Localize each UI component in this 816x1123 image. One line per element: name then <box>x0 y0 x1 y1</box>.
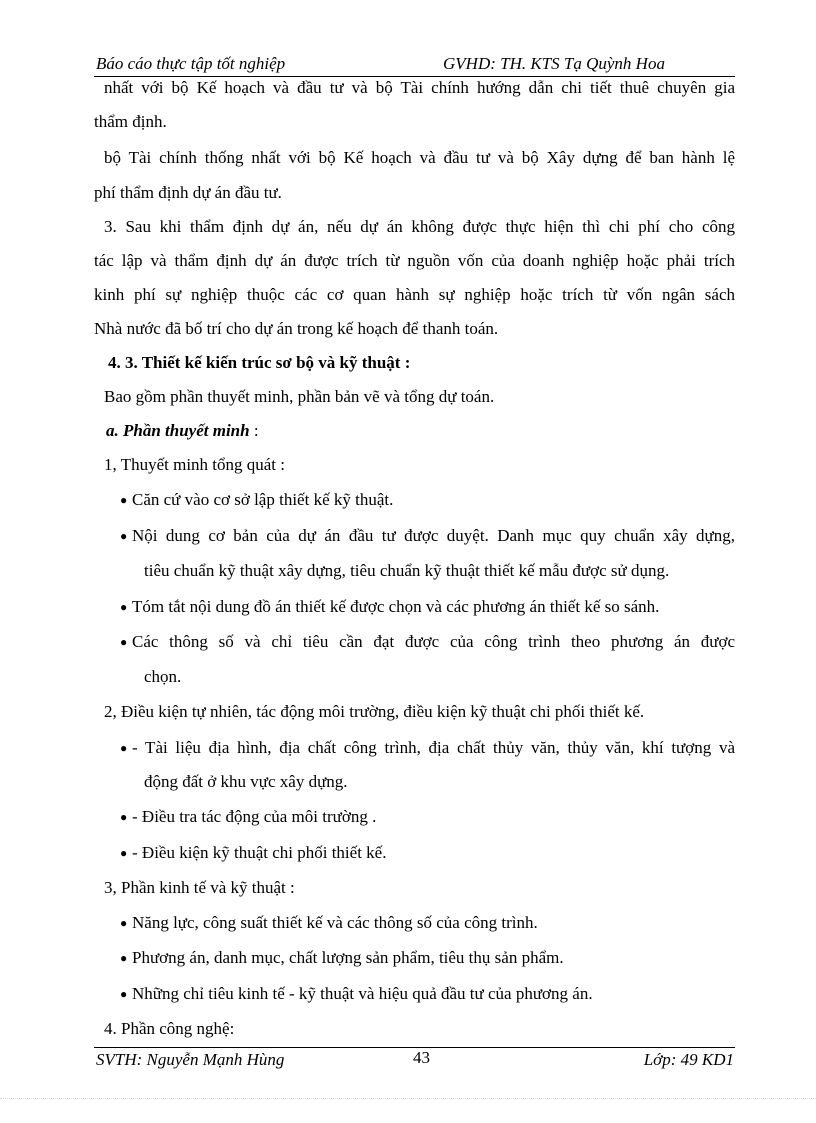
subsection-colon: : <box>249 421 259 440</box>
footer-student: SVTH: Nguyễn Mạnh Hùng <box>96 1050 285 1069</box>
paragraph-line: Bao gồm phần thuyết minh, phần bản vẽ và tổng dự toán. <box>104 387 495 406</box>
footer-class: Lớp: 49 KD1 <box>643 1050 734 1069</box>
page-edge-divider <box>0 1098 816 1099</box>
list-item: - Điều tra tác động của môi trường . <box>132 807 377 826</box>
section-heading: 4. 3. Thiết kế kiến trúc sơ bộ và kỹ thuật : <box>108 353 411 372</box>
bullet-icon: ● <box>120 529 128 543</box>
bullet-icon: ● <box>120 846 128 860</box>
list-item: Các thông số và chỉ tiêu cần đạt được của công trình theo phương án được <box>132 632 735 651</box>
list-item: Những chỉ tiêu kinh tế - kỹ thuật và hiệu quả đầu tư của phương án. <box>132 984 593 1003</box>
subsection-heading <box>106 421 259 441</box>
list-item: Tóm tắt nội dung đồ án thiết kế được chọn và các phương án thiết kế so sánh. <box>132 597 660 616</box>
bullet-icon: ● <box>120 951 128 965</box>
bullet-icon: ● <box>120 493 128 507</box>
paragraph-line: Nhà nước đã bố trí cho dự án trong kế hoạch để thanh toán. <box>94 319 499 338</box>
list-item: 3, Phần kinh tế và kỹ thuật : <box>104 878 295 897</box>
bullet-icon: ● <box>120 635 128 649</box>
paragraph-line: nhất với bộ Kế hoạch và đầu tư và bộ Tài chính hướng dẫn chi tiết thuê chuyên gia <box>104 78 735 97</box>
list-item: Căn cứ vào cơ sở lập thiết kế kỹ thuật. <box>132 490 394 509</box>
list-item: 2, Điều kiện tự nhiên, tác động môi trường, điều kiện kỹ thuật chi phối thiết kế. <box>104 702 645 721</box>
header-report-title: Báo cáo thực tập tốt nghiệp <box>96 54 286 73</box>
list-item: Năng lực, công suất thiết kế và các thông số của công trình. <box>132 913 538 932</box>
header-divider <box>94 76 735 77</box>
list-item-continuation: chọn. <box>144 667 182 686</box>
list-item: 1, Thuyết minh tổng quát : <box>104 455 286 474</box>
paragraph-line: 3. Sau khi thẩm định dự án, nếu dự án không được thực hiện thì chi phí cho công <box>104 217 735 236</box>
list-item: 4. Phần công nghệ: <box>104 1019 235 1038</box>
list-item: - Điều kiện kỹ thuật chi phối thiết kế. <box>132 843 387 862</box>
page-header <box>96 54 736 76</box>
list-item-continuation: động đất ở khu vực xây dựng. <box>144 772 348 791</box>
bullet-icon: ● <box>120 916 128 930</box>
paragraph-line: kinh phí sự nghiệp thuộc các cơ quan hành sự nghiệp hoặc trích từ vốn ngân sách <box>94 285 735 304</box>
paragraph-line: tác lập và thẩm định dự án được trích từ nguồn vốn của doanh nghiệp hoặc phải trích <box>94 251 735 270</box>
bullet-icon: ● <box>120 741 128 755</box>
list-item-continuation: tiêu chuẩn kỹ thuật xây dựng, tiêu chuẩn kỹ thuật thiết kế mẫu được sử dụng. <box>144 561 670 580</box>
page-number: 43 <box>413 1048 430 1067</box>
bullet-icon: ● <box>120 600 128 614</box>
bullet-icon: ● <box>120 987 128 1001</box>
list-item: Phương án, danh mục, chất lượng sản phẩm, tiêu thụ sản phẩm. <box>132 948 564 967</box>
subsection-title: a. Phần thuyết minh <box>106 421 250 440</box>
page-footer <box>96 1050 736 1074</box>
paragraph-line: bộ Tài chính thống nhất với bộ Kế hoạch và đầu tư và bộ Xây dựng để ban hành lệ <box>104 148 735 167</box>
paragraph-line: phí thẩm định dự án đầu tư. <box>94 183 282 202</box>
bullet-icon: ● <box>120 810 128 824</box>
list-item: Nội dung cơ bản của dự án đầu tư được duyệt. Danh mục quy chuẩn xây dựng, <box>132 526 735 545</box>
paragraph-line: thẩm định. <box>94 112 167 131</box>
header-supervisor: GVHD: TH. KTS Tạ Quỳnh Hoa <box>443 54 665 73</box>
list-item: - Tài liệu địa hình, địa chất công trình, địa chất thủy văn, thủy văn, khí tượng và <box>132 738 735 757</box>
